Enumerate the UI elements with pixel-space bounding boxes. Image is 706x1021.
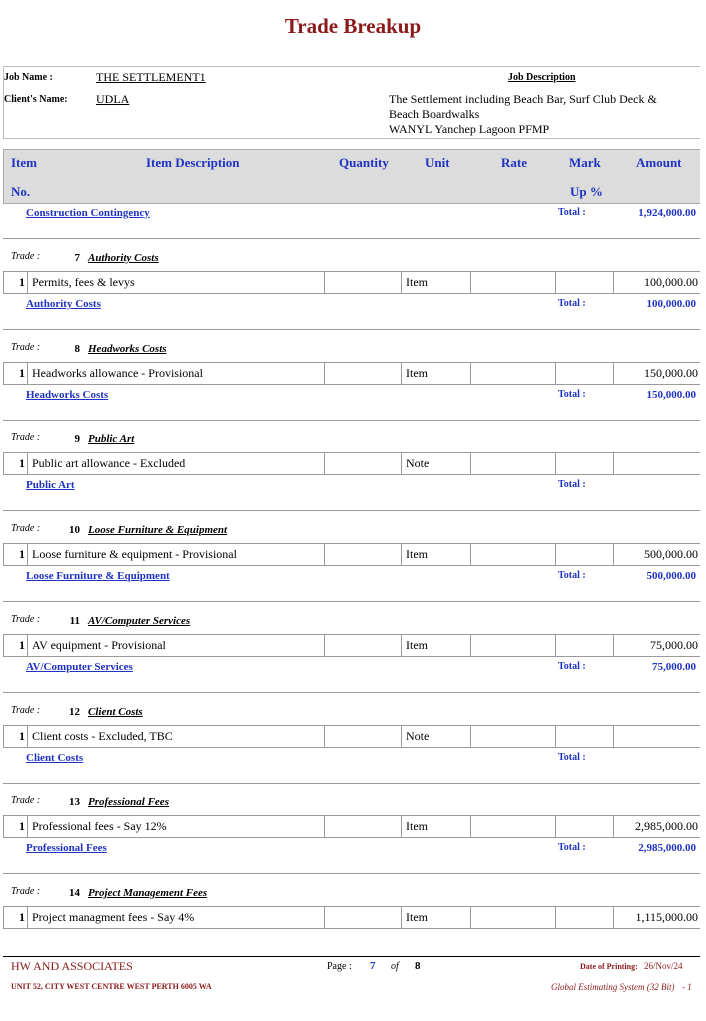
job-name-label: Job Name : xyxy=(4,72,53,83)
table-row xyxy=(3,634,700,657)
table-row xyxy=(3,815,700,838)
rate-cell xyxy=(471,816,556,837)
markup-cell xyxy=(556,272,614,293)
page-number: 7 xyxy=(370,960,376,972)
item-description-cell: Loose furniture & equipment - Provisional xyxy=(28,544,325,565)
trade-name[interactable]: AV/Computer Services xyxy=(88,615,191,627)
total-label: Total : xyxy=(558,298,586,309)
trade-name[interactable]: Professional Fees xyxy=(88,796,169,808)
trade-label: Trade : xyxy=(11,251,41,262)
markup-cell xyxy=(556,635,614,656)
item-description-cell: Professional fees - Say 12% xyxy=(28,816,325,837)
trade-number: 11 xyxy=(69,615,80,627)
page-label: Page : xyxy=(327,961,352,972)
rate-cell xyxy=(471,544,556,565)
amount-cell xyxy=(614,726,701,747)
unit-cell: Item xyxy=(402,363,471,384)
markup-cell xyxy=(556,453,614,474)
header-item: Item xyxy=(11,155,37,170)
markup-cell xyxy=(556,544,614,565)
item-description-cell: Permits, fees & levys xyxy=(28,272,325,293)
total-label: Total : xyxy=(558,570,586,581)
total-label: Total : xyxy=(558,752,586,763)
trade-number: 13 xyxy=(69,796,80,808)
trade-number: 8 xyxy=(74,343,80,355)
job-description-line: Beach Boardwalks xyxy=(389,107,480,121)
job-description-line: WANYL Yanchep Lagoon PFMP xyxy=(389,122,550,136)
total-label: Total : xyxy=(558,207,586,218)
trade-label: Trade : xyxy=(11,523,41,534)
header-amount: Amount xyxy=(636,155,682,170)
rate-cell xyxy=(471,453,556,474)
item-no-cell: 1 xyxy=(4,635,28,656)
section-divider xyxy=(3,783,700,784)
total-label: Total : xyxy=(558,661,586,672)
total-value: 1,924,000.00 xyxy=(638,207,696,219)
total-name[interactable]: Professional Fees xyxy=(26,842,107,854)
unit-cell: Item xyxy=(402,272,471,293)
print-date: 26/Nov/24 xyxy=(644,961,683,971)
item-no-cell: 1 xyxy=(4,453,28,474)
header-unit: Unit xyxy=(425,155,450,170)
table-header xyxy=(3,149,700,204)
client-name-label: Client's Name: xyxy=(4,94,68,105)
table-row xyxy=(3,725,700,748)
item-description-cell: Public art allowance - Excluded xyxy=(28,453,325,474)
total-label: Total : xyxy=(558,389,586,400)
trade-name[interactable]: Authority Costs xyxy=(88,252,159,264)
job-description-line: The Settlement including Beach Bar, Surf Club Deck & xyxy=(389,92,657,106)
rate-cell xyxy=(471,726,556,747)
page-count: 8 xyxy=(415,960,421,972)
job-description-label: Job Description xyxy=(508,72,576,83)
total-value: 2,985,000.00 xyxy=(638,842,696,854)
total-value: 75,000.00 xyxy=(652,661,696,673)
total-label: Total : xyxy=(558,842,586,853)
trade-number: 14 xyxy=(69,887,80,899)
amount-cell: 1,115,000.00 xyxy=(635,910,698,924)
total-value: 500,000.00 xyxy=(646,570,696,582)
section-divider xyxy=(3,329,700,330)
trade-label: Trade : xyxy=(11,342,41,353)
company-name: HW AND ASSOCIATES xyxy=(11,959,133,973)
item-description-cell: AV equipment - Provisional xyxy=(28,635,325,656)
table-row xyxy=(3,452,700,475)
total-label: Total : xyxy=(558,479,586,490)
unit-cell: Note xyxy=(402,453,471,474)
trade-number: 12 xyxy=(69,706,80,718)
section-divider xyxy=(3,873,700,874)
table-row xyxy=(3,906,700,929)
item-description-cell: Headworks allowance - Provisional xyxy=(28,363,325,384)
trade-label: Trade : xyxy=(11,614,41,625)
section-divider xyxy=(3,510,700,511)
header-quantity: Quantity xyxy=(339,155,389,170)
page-of: of xyxy=(391,961,399,972)
trade-label: Trade : xyxy=(11,795,41,806)
total-name-construction-contingency[interactable]: Construction Contingency xyxy=(26,207,150,219)
item-no-cell: 1 xyxy=(4,544,28,565)
quantity-cell xyxy=(325,726,402,747)
total-name[interactable]: Loose Furniture & Equipment xyxy=(26,570,170,582)
rate-cell xyxy=(471,907,556,928)
table-row xyxy=(3,362,700,385)
table-row xyxy=(3,271,700,294)
section-divider xyxy=(3,601,700,602)
company-address: UNIT 52, CITY WEST CENTRE WEST PERTH 6005 WA xyxy=(11,982,212,991)
trade-number: 9 xyxy=(74,433,80,445)
amount-cell: 500,000.00 xyxy=(644,547,698,561)
total-value: 150,000.00 xyxy=(646,389,696,401)
quantity-cell xyxy=(325,544,402,565)
trade-label: Trade : xyxy=(11,886,41,897)
rate-cell xyxy=(471,272,556,293)
section-divider xyxy=(3,420,700,421)
item-no-cell: 1 xyxy=(4,363,28,384)
rate-cell xyxy=(471,635,556,656)
item-description-cell: Project managment fees - Say 4% xyxy=(28,907,325,928)
markup-cell xyxy=(556,726,614,747)
header-rate: Rate xyxy=(501,155,527,170)
page-title: Trade Breakup xyxy=(284,14,422,38)
amount-cell xyxy=(614,453,701,474)
quantity-cell xyxy=(325,453,402,474)
amount-cell: 75,000.00 xyxy=(650,638,698,652)
item-no-cell: 1 xyxy=(4,816,28,837)
trade-number: 7 xyxy=(74,252,80,264)
header-mark: Mark xyxy=(569,155,601,170)
amount-cell: 100,000.00 xyxy=(644,275,698,289)
trade-label: Trade : xyxy=(11,432,41,443)
unit-cell: Item xyxy=(402,816,471,837)
unit-cell: Item xyxy=(402,907,471,928)
section-divider xyxy=(3,692,700,693)
quantity-cell xyxy=(325,816,402,837)
header-up: Up % xyxy=(570,184,603,199)
markup-cell xyxy=(556,907,614,928)
total-name[interactable]: Authority Costs xyxy=(26,298,101,310)
total-name[interactable]: Headworks Costs xyxy=(26,389,109,401)
header-description: Item Description xyxy=(146,155,240,170)
client-name-value: UDLA xyxy=(96,92,130,106)
total-value: 100,000.00 xyxy=(646,298,696,310)
quantity-cell xyxy=(325,272,402,293)
header-no: No. xyxy=(11,184,31,199)
footer-divider xyxy=(3,956,700,957)
trade-name[interactable]: Headworks Costs xyxy=(88,343,167,355)
unit-cell: Note xyxy=(402,726,471,747)
total-name[interactable]: Public Art xyxy=(26,479,75,491)
system-name: Global Estimating System (32 Bit) xyxy=(551,982,675,992)
markup-cell xyxy=(556,816,614,837)
item-description-cell: Client costs - Excluded, TBC xyxy=(28,726,325,747)
item-no-cell: 1 xyxy=(4,726,28,747)
trade-name[interactable]: Client Costs xyxy=(88,706,143,718)
job-name-value: THE SETTLEMENT1 xyxy=(96,70,206,84)
trade-label: Trade : xyxy=(11,705,41,716)
total-name[interactable]: AV/Computer Services xyxy=(26,661,133,673)
date-label: Date of Printing: xyxy=(580,962,638,971)
trade-name[interactable]: Public Art xyxy=(88,433,135,445)
total-name[interactable]: Client Costs xyxy=(26,752,84,764)
quantity-cell xyxy=(325,363,402,384)
quantity-cell xyxy=(325,907,402,928)
page-suffix: - 1 xyxy=(682,982,692,992)
markup-cell xyxy=(556,363,614,384)
trade-name[interactable]: Loose Furniture & Equipment xyxy=(88,524,228,536)
unit-cell: Item xyxy=(402,544,471,565)
rate-cell xyxy=(471,363,556,384)
trade-number: 10 xyxy=(69,524,80,536)
table-row xyxy=(3,543,700,566)
quantity-cell xyxy=(325,635,402,656)
amount-cell: 150,000.00 xyxy=(644,366,698,380)
item-no-cell: 1 xyxy=(4,272,28,293)
amount-cell: 2,985,000.00 xyxy=(635,819,698,833)
unit-cell: Item xyxy=(402,635,471,656)
trade-name[interactable]: Project Management Fees xyxy=(88,887,208,899)
item-no-cell: 1 xyxy=(4,907,28,928)
job-description-text xyxy=(389,92,657,137)
section-divider xyxy=(3,238,700,239)
